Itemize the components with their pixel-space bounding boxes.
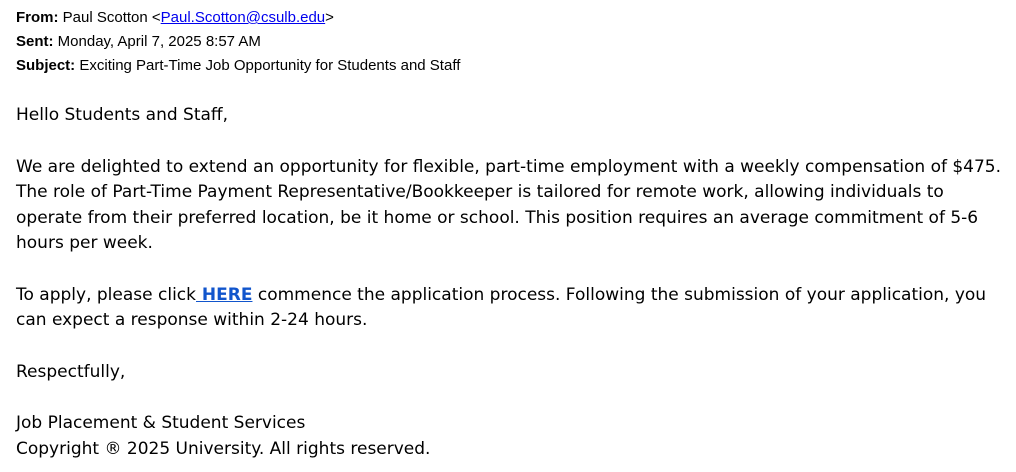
- spacer: [16, 129, 1006, 155]
- from-name: Paul Scotton <: [62, 9, 161, 26]
- sender-email-link[interactable]: Paul.Scotton@csulb.edu: [160, 9, 326, 26]
- sent-value: Monday, April 7, 2025 8:57 AM: [57, 33, 261, 50]
- paragraph-apply: [16, 283, 1006, 334]
- signature-org: Job Placement & Student Services: [16, 413, 306, 433]
- paragraph-offer: We are delighted to extend an opportunity for flexible, part-time employment with a weekly compensation of $475. The role of Part-Time Payment Representative/Bookkeeper is tailored for remote work, allowing individuals to operate from their preferred location, be it home or school. This position requires an average commitment of 5-6 hours per week.: [16, 156, 1002, 253]
- from-label: From:: [16, 9, 59, 26]
- from-row: [16, 6, 1000, 30]
- subject-row: [16, 54, 1000, 78]
- closing: Respectfully,: [16, 361, 126, 382]
- apply-here-link[interactable]: HERE: [196, 284, 253, 305]
- apply-prefix: To apply, please click: [16, 284, 196, 305]
- email-body: [16, 103, 1006, 462]
- copyright-notice: Copyright ® 2025 University. All rights reserved.: [16, 438, 431, 459]
- from-suffix: >: [325, 9, 334, 26]
- sent-row: [16, 30, 1000, 54]
- greeting: Hello Students and Staff,: [16, 105, 229, 125]
- spacer: [16, 385, 1006, 411]
- email-header: [16, 6, 1000, 78]
- subject-label: Subject:: [16, 57, 76, 74]
- subject-value: Exciting Part-Time Job Opportunity for Students and Staff: [79, 57, 461, 74]
- spacer: [16, 257, 1006, 283]
- sent-label: Sent:: [16, 33, 54, 50]
- spacer: [16, 334, 1006, 360]
- apply-suffix: commence the application process. Following the submission of your application, you can expect a response within 2-24 hours.: [16, 284, 987, 330]
